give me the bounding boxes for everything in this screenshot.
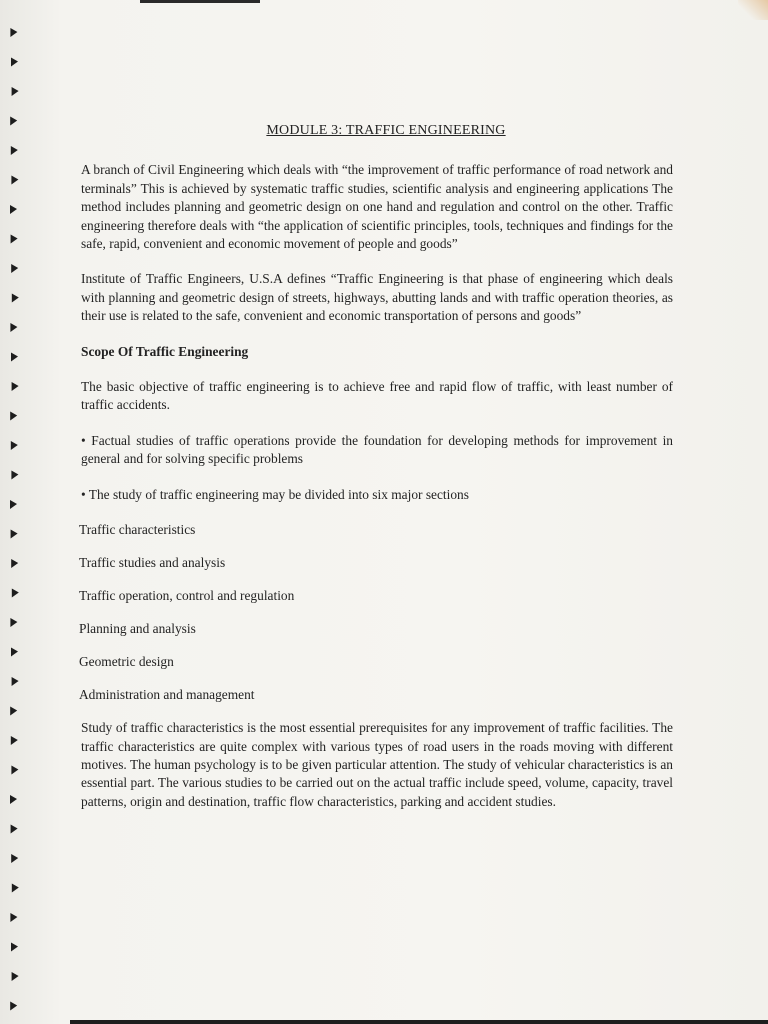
binding-hole (10, 500, 17, 509)
binding-hole (10, 707, 17, 716)
binding-hole (10, 205, 17, 214)
page-bottom-edge (70, 1020, 768, 1024)
binding-hole (12, 294, 19, 303)
section-item: Administration and management (79, 687, 255, 703)
binding-hole (11, 58, 18, 67)
section-item: Traffic studies and analysis (79, 555, 226, 571)
closing-paragraph: Study of traffic characteristics is the most essential prerequisites for any improvement of traffic facilities. The traffic characteristics are quite complex with various types of road users in the roads moving with different motives. The human psychology is to be given particular attention. The study of vehicular characteristics is an essential part. The various studies to be carried out on the actual traffic include speed, volume, capacity, travel patterns, origin and destination, traffic flow characteristics, parking and accident studies. (81, 720, 673, 809)
binding-hole (11, 264, 18, 273)
binding-hole (11, 648, 18, 657)
major-sections-list (79, 521, 673, 719)
binding-hole (12, 677, 19, 686)
binding-hole (10, 618, 17, 627)
binding-hole (12, 382, 19, 391)
section-item: Geometric design (79, 654, 174, 670)
binding-hole (11, 353, 18, 362)
binding-hole (12, 972, 19, 981)
binding-hole (10, 323, 17, 332)
binding-hole (11, 854, 18, 863)
page-title: MODULE 3: TRAFFIC ENGINEERING (266, 123, 506, 138)
binding-hole (11, 825, 18, 834)
binding-hole (10, 795, 17, 804)
scope-heading: Scope Of Traffic Engineering (81, 343, 249, 359)
binding-hole (11, 176, 18, 185)
binding-hole (11, 146, 18, 155)
binding-hole (12, 589, 19, 598)
binding-hole (11, 766, 18, 775)
binding-hole (10, 1002, 17, 1011)
binding-hole (11, 530, 18, 539)
binding-hole (10, 117, 17, 126)
bullet-factual-studies: • Factual studies of traffic operations provide the foundation for developing methods for improvement in general and for solving specific problems (81, 432, 673, 467)
page-corner-shadow (738, 0, 768, 20)
binding-hole (11, 441, 18, 450)
section-item: Planning and analysis (79, 621, 196, 637)
binding-hole (10, 412, 17, 421)
section-item: Traffic characteristics (79, 522, 196, 538)
binding-hole (11, 943, 18, 952)
ite-definition-paragraph: Institute of Traffic Engineers, U.S.A defines “Traffic Engineering is that phase of engineering which deals with planning and geometric design of streets, highways, abutting lands and with traffic operation theories, as their use is related to the safe, convenient and economic transportation of persons and goods” (81, 271, 673, 324)
bullet-six-sections: • The study of traffic engineering may be divided into six major sections (81, 486, 469, 502)
binding-hole (11, 235, 18, 244)
binding-hole (12, 87, 19, 96)
section-item: Traffic operation, control and regulation (79, 588, 295, 604)
binding-hole (11, 736, 18, 745)
intro-paragraph: A branch of Civil Engineering which deals with “the improvement of traffic performance of road network and terminals” This is achieved by systematic traffic studies, scientific analysis and engineering applications The method includes planning and geometric design on one hand and regulation and control on the other. Traffic engineering therefore deals with “the application of scientific principles, tools, techniques and findings for the safe, rapid, convenient and economic movement of people and goods” (81, 162, 673, 252)
page-top-edge (140, 0, 260, 3)
binding-hole (10, 913, 17, 922)
binding-hole (10, 28, 17, 37)
binding-hole (11, 471, 18, 480)
binding-hole (11, 559, 18, 568)
objective-paragraph: The basic objective of traffic engineering is to achieve free and rapid flow of traffic, with least number of traffic accidents. (81, 379, 673, 413)
binding-hole (12, 884, 19, 893)
spiral-binding-holes (0, 0, 26, 1024)
document-body (81, 122, 673, 811)
